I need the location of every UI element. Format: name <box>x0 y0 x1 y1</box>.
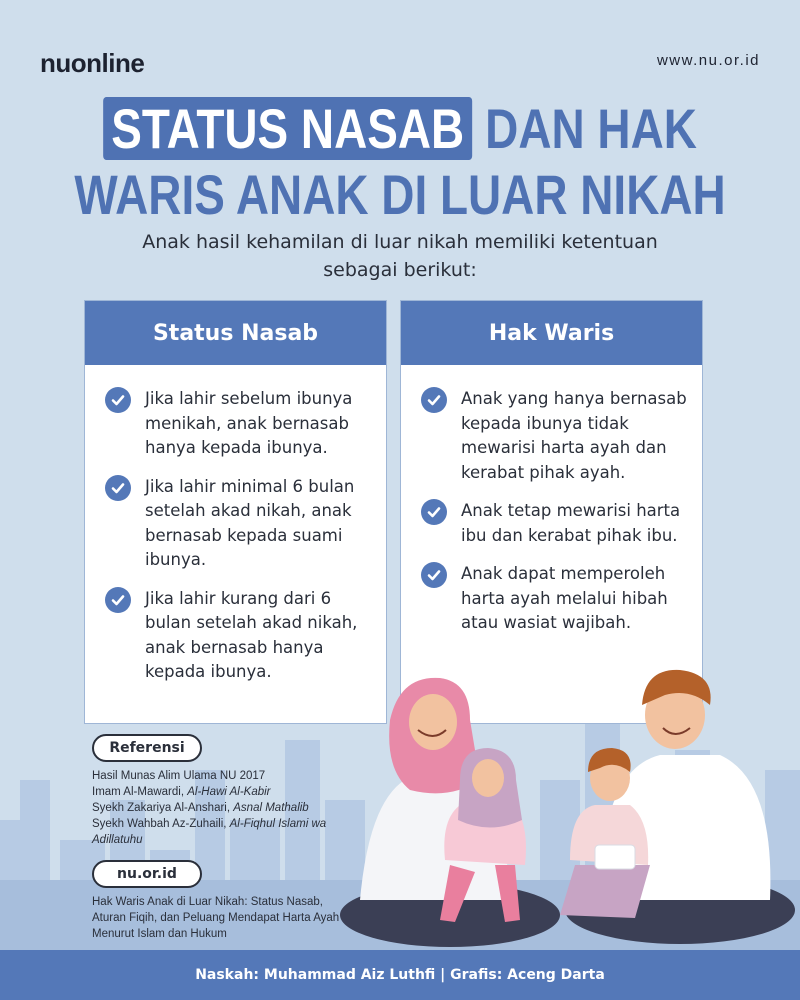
check-circle-icon <box>421 387 447 413</box>
nu-online-logo: nuonline <box>40 48 145 78</box>
hak-waris-list <box>401 365 702 636</box>
list-item-text: Jika lahir kurang dari 6 bulan setelah akad nikah, anak bernasab hanya kepada ibunya. <box>145 588 358 681</box>
family-illustration <box>330 660 800 950</box>
page-title <box>0 96 800 228</box>
referensi-label: Referensi <box>92 734 202 762</box>
subtitle-line-2: sebagai berikut: <box>323 259 477 281</box>
check-circle-icon <box>105 387 131 413</box>
reference-item: Syekh Wahbah Az-Zuhaili, Al-Fiqhul Islami wa Adillatuhu <box>92 818 327 846</box>
status-nasab-list <box>85 365 386 685</box>
article-title[interactable]: Hak Waris Anak di Luar Nikah: Status Nasab, Aturan Fiqih, dan Peluang Mendapat Harta Ayah Menurut Islam dan Hukum <box>92 896 340 940</box>
list-item-text: Jika lahir minimal 6 bulan setelah akad nikah, anak bernasab kepada suami ibunya. <box>145 476 355 569</box>
nu-or-id-label[interactable]: nu.or.id <box>92 860 202 888</box>
check-circle-icon <box>105 475 131 501</box>
list-item <box>105 387 372 461</box>
title-line-1-rest: DAN HAK <box>485 97 697 160</box>
title-line-1 <box>72 96 728 162</box>
title-highlight: STATUS NASAB <box>103 97 472 160</box>
hak-waris-header: Hak Waris <box>401 301 702 365</box>
footer-credits: Naskah: Muhammad Aiz Luthfi | Grafis: Aceng Darta <box>0 950 800 1000</box>
reference-item: Hasil Munas Alim Ulama NU 2017 <box>92 770 266 782</box>
status-nasab-header: Status Nasab <box>85 301 386 365</box>
list-item <box>421 387 688 485</box>
list-item-text: Jika lahir sebelum ibunya menikah, anak bernasab hanya kepada ibunya. <box>145 389 353 457</box>
list-item <box>105 475 372 573</box>
reference-list <box>92 768 362 848</box>
reference-item: Syekh Zakariya Al-Anshari, Asnal Mathalib <box>92 802 309 814</box>
check-circle-icon <box>421 562 447 588</box>
title-line-2: WARIS ANAK DI LUAR NIKAH <box>74 163 726 226</box>
list-item <box>421 562 688 636</box>
list-item-text: Anak yang hanya bernasab kepada ibunya tidak mewarisi harta ayah dan kerabat pihak ayah. <box>461 389 687 482</box>
subtitle <box>0 228 800 284</box>
reference-item: Imam Al-Mawardi, Al-Hawi Al-Kabir <box>92 786 271 798</box>
list-item-text: Anak tetap mewarisi harta ibu dan kerabat pihak ibu. <box>461 501 681 545</box>
subtitle-line-1: Anak hasil kehamilan di luar nikah memiliki ketentuan <box>142 231 658 253</box>
list-item <box>421 499 688 548</box>
site-url[interactable]: www.nu.or.id <box>656 52 760 69</box>
list-item-text: Anak dapat memperoleh harta ayah melalui hibah atau wasiat wajibah. <box>461 564 668 632</box>
check-circle-icon <box>105 587 131 613</box>
check-circle-icon <box>421 499 447 525</box>
